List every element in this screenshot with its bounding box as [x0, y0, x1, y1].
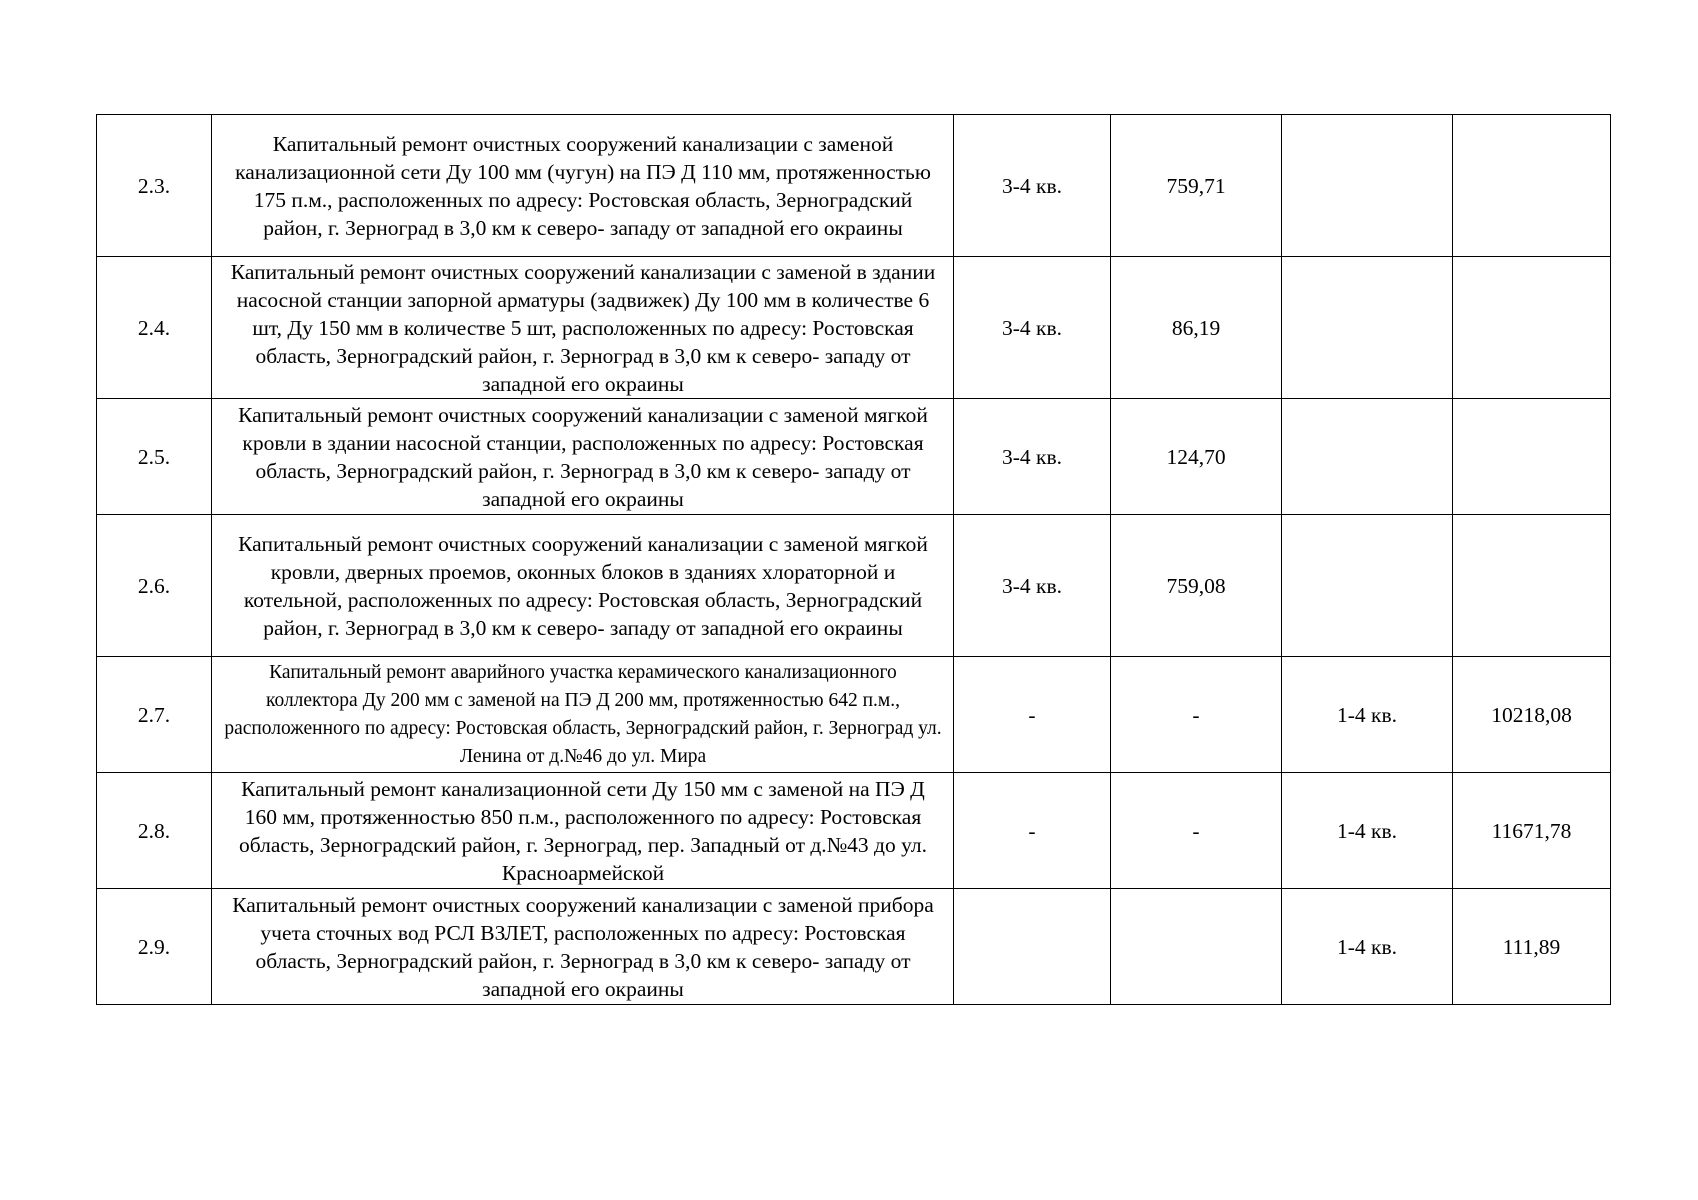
table-row [97, 115, 1611, 257]
period-2-cell [1282, 773, 1453, 889]
table-row [97, 515, 1611, 657]
row-number-cell: 2.4. [97, 257, 212, 399]
document-page [96, 114, 1610, 1005]
row-number-cell: 2.5. [97, 399, 212, 515]
work-description-cell: Капитальный ремонт очистных сооружений канализации с заменой мягкой кровли в здании насосной станции, расположенных по адресу: Ростовская область, Зерноградский район, г. Зерноград в 3,0 км к северо- западу от западной его окраины [212, 399, 954, 515]
sum-1-cell: - [1111, 657, 1282, 773]
sum-2-cell: 10218,08 [1453, 657, 1611, 773]
sum-2-cell: 111,89 [1453, 889, 1611, 1005]
sum-1-cell: - [1111, 773, 1282, 889]
sum-2-cell [1453, 257, 1611, 399]
row-number-cell: 2.6. [97, 515, 212, 657]
row-number-cell: 2.7. [97, 657, 212, 773]
table-row [97, 399, 1611, 515]
period-1-cell: - [954, 657, 1111, 773]
sum-1-cell: 759,71 [1111, 115, 1282, 257]
period-1-cell: 3-4 кв. [954, 257, 1111, 399]
row-number-cell: 2.3. [97, 115, 212, 257]
sum-1-cell [1111, 889, 1282, 1005]
row-number-cell: 2.9. [97, 889, 212, 1005]
work-description-cell: Капитальный ремонт очистных сооружений канализации с заменой канализационной сети Ду 100 мм (чугун) на ПЭ Д 110 мм, протяженностью 175 п.м., расположенных по адресу: Ростовская область, Зерноградский район, г. Зерноград в 3,0 км к северо- западу от западной его окраины [212, 115, 954, 257]
sum-1-cell: 124,70 [1111, 399, 1282, 515]
sum-1-cell: 759,08 [1111, 515, 1282, 657]
period-2-cell [1282, 257, 1453, 399]
sum-1-cell: 86,19 [1111, 257, 1282, 399]
table-row [97, 773, 1611, 889]
period-2-cell [1282, 515, 1453, 657]
sum-2-cell: 11671,78 [1453, 773, 1611, 889]
period-2-text: 1-4 кв. [1337, 702, 1398, 727]
work-description-cell: Капитальный ремонт канализационной сети Ду 150 мм с заменой на ПЭ Д 160 мм, протяженностью 850 п.м., расположенного по адресу: Ростовская область, Зерноградский район, г. Зерноград, пер. Западный от д.№43 до ул. Красноармейской [212, 773, 954, 889]
work-description-cell: Капитальный ремонт очистных сооружений канализации с заменой мягкой кровли, дверных проемов, оконных блоков в зданиях хлораторной и котельной, расположенных по адресу: Ростовская область, Зерноградский район, г. Зерноград в 3,0 км к северо- западу от западной его окраины [212, 515, 954, 657]
period-1-cell: 3-4 кв. [954, 515, 1111, 657]
period-2-text: 1-4 кв. [1337, 818, 1398, 843]
period-2-cell [1282, 657, 1453, 773]
period-2-cell [1282, 115, 1453, 257]
sum-2-cell [1453, 115, 1611, 257]
table-row [97, 889, 1611, 1005]
period-1-cell: - [954, 773, 1111, 889]
period-2-cell [1282, 889, 1453, 1005]
table-row [97, 257, 1611, 399]
period-1-cell: 3-4 кв. [954, 115, 1111, 257]
table-row [97, 657, 1611, 773]
sum-2-cell [1453, 399, 1611, 515]
period-2-cell [1282, 399, 1453, 515]
period-2-text: 1-4 кв. [1337, 934, 1398, 959]
period-1-cell [954, 889, 1111, 1005]
work-description-cell: Капитальный ремонт очистных сооружений канализации с заменой прибора учета сточных вод РСЛ ВЗЛЕТ, расположенных по адресу: Ростовская область, Зерноградский район, г. Зерноград в 3,0 км к северо- западу от западной его окраины [212, 889, 954, 1005]
work-description-cell: Капитальный ремонт очистных сооружений канализации с заменой в здании насосной станции запорной арматуры (задвижек) Ду 100 мм в количестве 6 шт, Ду 150 мм в количестве 5 шт, расположенных по адресу: Ростовская область, Зерноградский район, г. Зерноград в 3,0 км к северо- западу от западной его окраины [212, 257, 954, 399]
period-1-cell: 3-4 кв. [954, 399, 1111, 515]
sum-2-cell [1453, 515, 1611, 657]
row-number-cell: 2.8. [97, 773, 212, 889]
works-table [96, 114, 1611, 1005]
work-description-cell: Капитальный ремонт аварийного участка керамического канализационного коллектора Ду 200 мм с заменой на ПЭ Д 200 мм, протяженностью 642 п.м., расположенного по адресу: Ростовская область, Зерноградский район, г. Зерноград ул. Ленина от д.№46 до ул. Мира [212, 657, 954, 773]
